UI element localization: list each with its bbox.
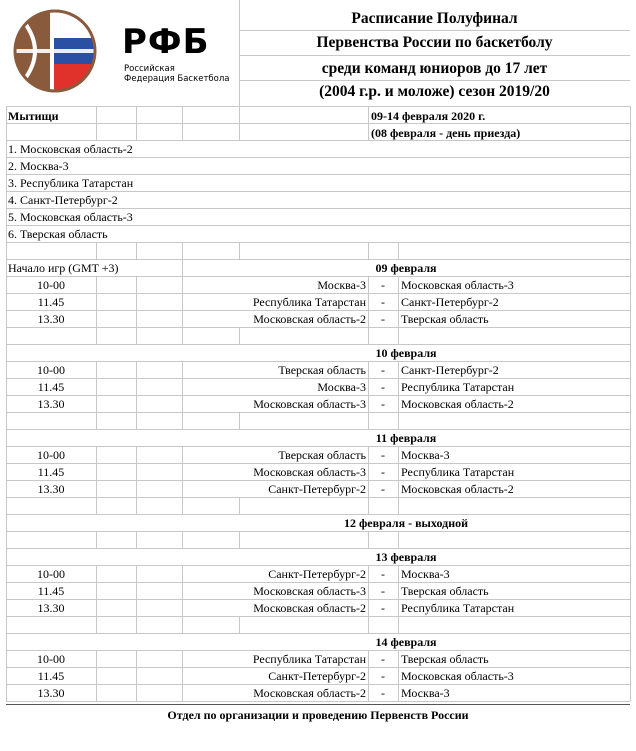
home-team: Московская область-3 [253, 465, 366, 479]
home-team: Московская область-2 [253, 601, 366, 615]
grid-line [182, 531, 183, 548]
away-team: Москва-3 [401, 448, 450, 462]
grid-line [630, 157, 631, 174]
grid-line [136, 565, 137, 582]
grid-line [630, 208, 631, 225]
game-time: 11.45 [37, 295, 65, 309]
grid-line [136, 378, 137, 395]
grid-line [630, 616, 631, 633]
home-team: Московская область-2 [253, 686, 366, 700]
game-time: 10-00 [37, 652, 65, 666]
grid-line [239, 531, 240, 548]
home-team: Санкт-Петербург-2 [268, 482, 366, 496]
home-team: Республика Татарстан [252, 295, 366, 309]
logo-caption-line2: Федерация Баскетбола [124, 74, 230, 84]
grid-line [630, 344, 631, 361]
grid-line [6, 704, 630, 705]
grid-line [96, 616, 97, 633]
grid-line [630, 650, 631, 667]
game-time: 13.30 [37, 686, 65, 700]
away-team: Московская область-3 [401, 669, 514, 683]
grid-line [239, 242, 240, 259]
score-dash: - [381, 686, 385, 700]
grid-line [182, 327, 183, 344]
grid-line [96, 463, 97, 480]
grid-line [398, 684, 399, 701]
grid-line [239, 123, 240, 140]
grid-line [136, 616, 137, 633]
grid-line [136, 395, 137, 412]
logo-abbreviation: РФБ [122, 22, 210, 62]
schedule-sheet [6, 0, 630, 751]
game-time: 10-00 [37, 448, 65, 462]
grid-line [6, 327, 7, 344]
grid-line [6, 191, 7, 208]
grid-line [6, 514, 7, 531]
grid-line [136, 242, 137, 259]
grid-line [630, 480, 631, 497]
grid-line [368, 531, 369, 548]
grid-line [398, 242, 399, 259]
grid-line [136, 667, 137, 684]
home-team: Тверская область [278, 363, 366, 377]
venue-dates: 09-14 февраля 2020 г. [371, 109, 486, 123]
venue-city: Мытищи [8, 109, 59, 123]
grid-line [239, 327, 240, 344]
grid-line [96, 361, 97, 378]
grid-line [6, 344, 7, 361]
away-team: Тверская область [401, 584, 489, 598]
away-team: Республика Татарстан [401, 601, 515, 615]
score-dash: - [381, 363, 385, 377]
grid-line [6, 497, 630, 498]
grid-line [136, 531, 137, 548]
grid-line [630, 531, 631, 548]
venue-arrival: (08 февраля - день приезда) [371, 126, 521, 140]
score-dash: - [381, 380, 385, 394]
grid-line [6, 327, 630, 328]
score-dash: - [381, 567, 385, 581]
home-team: Москва-3 [317, 278, 366, 292]
away-team: Московская область-3 [401, 278, 514, 292]
grid-line [368, 497, 369, 514]
home-team: Тверская область [278, 448, 366, 462]
grid-line [182, 123, 183, 140]
title-line-1: Расписание Полуфинал [351, 10, 518, 27]
grid-line [6, 633, 7, 650]
game-time: 11.45 [37, 669, 65, 683]
grid-line [630, 582, 631, 599]
day-heading: 13 февраля [375, 550, 437, 564]
home-team: Московская область-2 [253, 312, 366, 326]
grid-line [630, 140, 631, 157]
grid-line [136, 310, 137, 327]
team-list-item: 2. Москва-3 [8, 159, 69, 173]
away-team: Москва-3 [401, 686, 450, 700]
grid-line [96, 599, 97, 616]
home-team: Санкт-Петербург-2 [268, 669, 366, 683]
grid-line [630, 667, 631, 684]
grid-line [6, 174, 7, 191]
grid-line [182, 497, 183, 514]
grid-line [398, 327, 399, 344]
away-team: Москва-3 [401, 567, 450, 581]
away-team: Республика Татарстан [401, 380, 515, 394]
grid-line [398, 412, 399, 429]
grid-line [136, 293, 137, 310]
grid-line [6, 531, 630, 532]
grid-line [136, 497, 137, 514]
game-time: 13.30 [37, 601, 65, 615]
grid-line [239, 106, 240, 123]
grid-line [630, 599, 631, 616]
grid-line [6, 412, 7, 429]
day-heading: 10 февраля [375, 346, 437, 360]
title-line-2: Первенства России по баскетболу [316, 34, 553, 51]
grid-line [6, 123, 7, 140]
score-dash: - [381, 465, 385, 479]
grid-line [398, 310, 399, 327]
game-time: 13.30 [37, 482, 65, 496]
grid-line [630, 191, 631, 208]
home-team: Санкт-Петербург-2 [268, 567, 366, 581]
grid-line [182, 616, 183, 633]
grid-line [368, 412, 369, 429]
grid-line [630, 548, 631, 565]
grid-line [398, 497, 399, 514]
away-team: Тверская область [401, 312, 489, 326]
score-dash: - [381, 295, 385, 309]
grid-line [6, 701, 630, 702]
grid-line [96, 293, 97, 310]
score-dash: - [381, 278, 385, 292]
grid-line [96, 565, 97, 582]
grid-line [96, 276, 97, 293]
grid-line [239, 616, 240, 633]
grid-line [368, 242, 369, 259]
grid-line [182, 412, 183, 429]
grid-line [398, 650, 399, 667]
grid-line [136, 446, 137, 463]
grid-line [398, 276, 399, 293]
grid-line [239, 412, 240, 429]
grid-line [136, 276, 137, 293]
grid-line [96, 412, 97, 429]
grid-line [630, 633, 631, 650]
grid-line [96, 327, 97, 344]
grid-line [96, 378, 97, 395]
grid-line [630, 565, 631, 582]
score-dash: - [381, 669, 385, 683]
title-line-3: среди команд юниоров до 17 лет [321, 60, 548, 77]
away-team: Московская область-2 [401, 482, 514, 496]
game-time: 11.45 [37, 380, 65, 394]
grid-line [136, 480, 137, 497]
grid-line [6, 106, 630, 107]
grid-line [630, 242, 631, 259]
grid-line [398, 463, 399, 480]
grid-line [630, 684, 631, 701]
away-team: Санкт-Петербург-2 [401, 295, 499, 309]
grid-line [136, 123, 137, 140]
grid-line [630, 395, 631, 412]
away-team: Тверская область [401, 652, 489, 666]
grid-line [239, 497, 240, 514]
grid-line [630, 123, 631, 140]
grid-line [136, 684, 137, 701]
grid-line [398, 293, 399, 310]
grid-line [136, 463, 137, 480]
home-team: Московская область-3 [253, 397, 366, 411]
grid-line [630, 446, 631, 463]
away-team: Московская область-2 [401, 397, 514, 411]
grid-line [6, 225, 7, 242]
grid-line [398, 616, 399, 633]
game-time: 10-00 [37, 567, 65, 581]
score-dash: - [381, 312, 385, 326]
grid-line [630, 429, 631, 446]
grid-line [136, 361, 137, 378]
grid-line [96, 242, 97, 259]
grid-line [368, 106, 369, 123]
grid-line [368, 327, 369, 344]
grid-line [368, 123, 369, 140]
grid-line [398, 565, 399, 582]
grid-line [6, 616, 630, 617]
grid-line [136, 327, 137, 344]
grid-line [6, 208, 7, 225]
grid-line [136, 650, 137, 667]
grid-line [630, 106, 631, 123]
grid-line [630, 361, 631, 378]
score-dash: - [381, 584, 385, 598]
home-team: Республика Татарстан [252, 652, 366, 666]
grid-line [96, 582, 97, 599]
footer-note: Отдел по организации и проведению Первенств России [167, 708, 469, 722]
grid-line [96, 531, 97, 548]
game-time: 11.45 [37, 465, 65, 479]
score-dash: - [381, 448, 385, 462]
title-line-4: (2004 г.р. и моложе) сезон 2019/20 [319, 83, 550, 100]
grid-line [398, 582, 399, 599]
grid-line [398, 361, 399, 378]
grid-line [96, 667, 97, 684]
grid-line [630, 412, 631, 429]
team-list-item: 6. Тверская область [8, 227, 108, 241]
grid-line [96, 684, 97, 701]
grid-line [96, 310, 97, 327]
rfb-logo [12, 8, 238, 94]
grid-line [96, 446, 97, 463]
game-time: 13.30 [37, 312, 65, 326]
home-team: Москва-3 [317, 380, 366, 394]
grid-line [182, 242, 183, 259]
day-heading: 09 февраля [375, 261, 437, 275]
day-heading: 14 февраля [375, 635, 437, 649]
game-time: 11.45 [37, 584, 65, 598]
grid-line [630, 293, 631, 310]
team-list-item: 3. Республика Татарстан [8, 176, 134, 190]
team-list-item: 1. Московская область-2 [8, 142, 133, 156]
score-dash: - [381, 397, 385, 411]
grid-line [630, 327, 631, 344]
grid-line [6, 242, 630, 243]
grid-line [6, 548, 7, 565]
start-time-label: Начало игр (GMT +3) [8, 261, 119, 275]
grid-line [6, 616, 7, 633]
score-dash: - [381, 652, 385, 666]
grid-line [6, 531, 7, 548]
grid-line [398, 599, 399, 616]
grid-line [630, 378, 631, 395]
grid-line [630, 174, 631, 191]
grid-line [398, 395, 399, 412]
grid-line [96, 650, 97, 667]
grid-line [96, 480, 97, 497]
grid-line [398, 531, 399, 548]
grid-line [6, 123, 630, 124]
grid-line [6, 106, 7, 123]
game-time: 10-00 [37, 278, 65, 292]
grid-line [96, 497, 97, 514]
grid-line [630, 225, 631, 242]
grid-line [398, 667, 399, 684]
grid-line [136, 582, 137, 599]
away-team: Санкт-Петербург-2 [401, 363, 499, 377]
score-dash: - [381, 601, 385, 615]
grid-line [6, 140, 7, 157]
game-time: 13.30 [37, 397, 65, 411]
grid-line [6, 157, 7, 174]
logo-caption-line1: Российская [124, 64, 175, 74]
grid-line [630, 497, 631, 514]
day-heading: 11 февраля [375, 431, 437, 445]
grid-line [630, 276, 631, 293]
grid-line [398, 378, 399, 395]
grid-line [136, 599, 137, 616]
away-team: Республика Татарстан [401, 465, 515, 479]
grid-line [6, 259, 7, 276]
team-list-item: 5. Московская область-3 [8, 210, 133, 224]
home-team: Московская область-3 [253, 584, 366, 598]
grid-line [630, 463, 631, 480]
grid-line [6, 497, 7, 514]
grid-line [6, 412, 630, 413]
score-dash: - [381, 482, 385, 496]
game-time: 10-00 [37, 363, 65, 377]
grid-line [630, 259, 631, 276]
grid-line [630, 514, 631, 531]
grid-line [96, 395, 97, 412]
grid-line [368, 616, 369, 633]
grid-line [630, 310, 631, 327]
grid-line [6, 242, 7, 259]
grid-line [136, 412, 137, 429]
team-list-item: 4. Санкт-Петербург-2 [8, 193, 118, 207]
grid-line [398, 480, 399, 497]
grid-line [398, 446, 399, 463]
grid-line [6, 429, 7, 446]
grid-line [96, 123, 97, 140]
day-heading: 12 февраля - выходной [343, 516, 469, 530]
